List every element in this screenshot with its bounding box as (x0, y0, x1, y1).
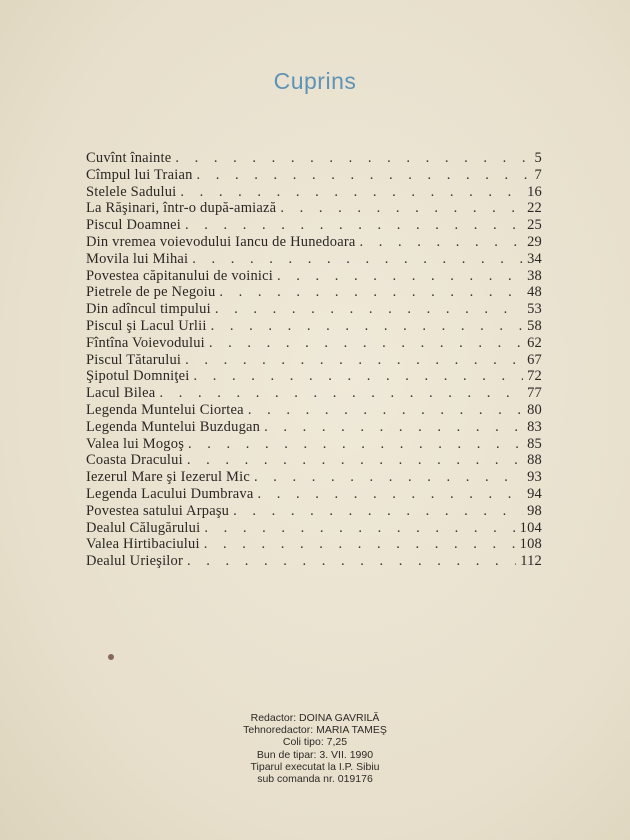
toc-leader-dots (185, 352, 523, 369)
toc-leader-dots (194, 368, 524, 385)
toc-leader-dots (185, 217, 523, 234)
toc-entry-page: 25 (527, 217, 542, 234)
toc-entry-title: Dealul Călugărului (86, 519, 201, 536)
toc-entry-page: 58 (527, 317, 542, 334)
toc-leader-dots (211, 318, 524, 335)
toc-entry (86, 520, 542, 537)
toc-entry-title: Piscul Tătarului (86, 351, 182, 368)
toc-leader-dots (233, 503, 523, 520)
toc-leader-dots (204, 536, 516, 553)
toc-entry-title: Coasta Dracului (86, 452, 183, 469)
toc-entry-title: Piscul Doamnei (86, 217, 182, 234)
toc-entry-title: Legenda Muntelui Buzdugan (86, 418, 261, 435)
toc-entry (86, 419, 542, 436)
toc-entry-page: 29 (527, 233, 542, 250)
toc-leader-dots (219, 284, 523, 301)
toc-entry-title: Fîntîna Voievodului (86, 334, 205, 351)
toc-leader-dots (204, 520, 515, 537)
toc-leader-dots (187, 452, 523, 469)
toc-entry-page: 7 (534, 166, 542, 183)
toc-entry-page: 77 (527, 385, 542, 402)
paper-stain (108, 654, 114, 660)
toc-entry-title: Valea lui Mogoş (86, 435, 185, 452)
colophon-order: sub comanda nr. 019176 (257, 773, 373, 786)
toc-entry-page: 80 (527, 401, 542, 418)
toc-entry-title: Dealul Urieşilor (86, 553, 184, 570)
toc-entry-title: Cîmpul lui Traian (86, 166, 193, 183)
colophon-printer: Tiparul executat la I.P. Sibiu (250, 760, 380, 773)
colophon-editor: Redactor: DOINA GAVRILĂ (250, 712, 380, 724)
toc-entry-page: 94 (527, 485, 542, 502)
toc-entry-title: Valea Hirtibaciului (86, 536, 200, 553)
toc-entry-page: 62 (527, 334, 542, 351)
toc-entry-title: Povestea căpitanului de voinici (86, 267, 273, 284)
toc-leader-dots (175, 150, 530, 167)
toc-entry (86, 150, 542, 167)
toc-entry (86, 503, 542, 520)
toc-entry-title: Şipotul Domniţei (86, 368, 190, 385)
toc-leader-dots (180, 184, 523, 201)
toc-leader-dots (254, 469, 523, 486)
toc-entry-page: 98 (527, 502, 542, 519)
toc-leader-dots (277, 268, 523, 285)
toc-entry (86, 284, 542, 301)
toc-entry-page: 34 (527, 250, 542, 267)
toc-entry-page: 93 (527, 469, 542, 486)
toc-entry (86, 200, 542, 217)
toc-entry (86, 385, 542, 402)
toc-entry (86, 536, 542, 553)
toc-entry-title: Din adîncul timpului (86, 301, 211, 318)
toc-leader-dots (209, 335, 523, 352)
toc-leader-dots (187, 553, 516, 570)
toc-leader-dots (197, 167, 531, 184)
toc-entry (86, 335, 542, 352)
toc-entry-page: 67 (527, 351, 542, 368)
toc-entry-page: 16 (527, 183, 542, 200)
page-title: Cuprins (273, 68, 357, 94)
toc-entry-page: 83 (527, 418, 542, 435)
toc-leader-dots (257, 486, 523, 503)
toc-entry (86, 469, 542, 486)
toc-leader-dots (192, 251, 523, 268)
toc-entry-page: 72 (527, 368, 542, 385)
toc-leader-dots (280, 200, 523, 217)
toc-entry-title: Lacul Bilea (86, 385, 156, 402)
toc-leader-dots (159, 385, 523, 402)
table-of-contents (86, 150, 542, 570)
toc-entry-title: Piscul şi Lacul Urlii (86, 317, 207, 334)
toc-entry (86, 436, 542, 453)
toc-entry (86, 452, 542, 469)
toc-entry-title: Movila lui Mihai (86, 250, 189, 267)
toc-entry-title: Legenda Muntelui Ciortea (86, 401, 244, 418)
toc-entry-page: 88 (527, 452, 542, 469)
toc-entry (86, 553, 542, 570)
toc-entry-title: Stelele Sadului (86, 183, 177, 200)
toc-entry (86, 217, 542, 234)
toc-leader-dots (248, 402, 523, 419)
toc-entry (86, 486, 542, 503)
toc-entry (86, 184, 542, 201)
toc-entry-title: La Răşinari, într-o după-amiază (86, 200, 277, 217)
colophon-sheets: Coli tipo: 7,25 (282, 736, 348, 749)
toc-entry-page: 48 (527, 284, 542, 301)
toc-entry-title: Din vremea voievodului Iancu de Hunedoara (86, 233, 356, 250)
toc-entry-page: 108 (519, 536, 542, 553)
toc-leader-dots (188, 436, 523, 453)
colophon (0, 712, 630, 785)
toc-entry (86, 251, 542, 268)
toc-entry-page: 112 (520, 553, 542, 570)
toc-entry-title: Povestea satului Arpaşu (86, 502, 230, 519)
toc-entry-page: 22 (527, 200, 542, 217)
toc-entry (86, 301, 542, 318)
toc-entry (86, 167, 542, 184)
toc-entry-title: Iezerul Mare şi Iezerul Mic (86, 469, 251, 486)
toc-leader-dots (360, 234, 524, 251)
toc-entry-page: 104 (519, 519, 542, 536)
toc-entry-page: 5 (534, 150, 542, 166)
toc-entry-page: 38 (527, 267, 542, 284)
toc-entry (86, 368, 542, 385)
toc-leader-dots (215, 301, 523, 318)
toc-entry (86, 318, 542, 335)
toc-entry (86, 268, 542, 285)
toc-entry (86, 402, 542, 419)
toc-leader-dots (264, 419, 523, 436)
toc-entry-page: 53 (527, 301, 542, 318)
toc-entry (86, 352, 542, 369)
colophon-print-date: Bun de tipar: 3. VII. 1990 (256, 748, 374, 761)
toc-entry-title: Legenda Lacului Dumbrava (86, 485, 254, 502)
toc-entry-title: Pietrele de pe Negoiu (86, 284, 216, 301)
colophon-tech-editor: Tehnoredactor: MARIA TAMEŞ (243, 724, 387, 737)
toc-entry (86, 234, 542, 251)
toc-entry-page: 85 (527, 435, 542, 452)
toc-entry-title: Cuvînt înainte (86, 150, 172, 166)
